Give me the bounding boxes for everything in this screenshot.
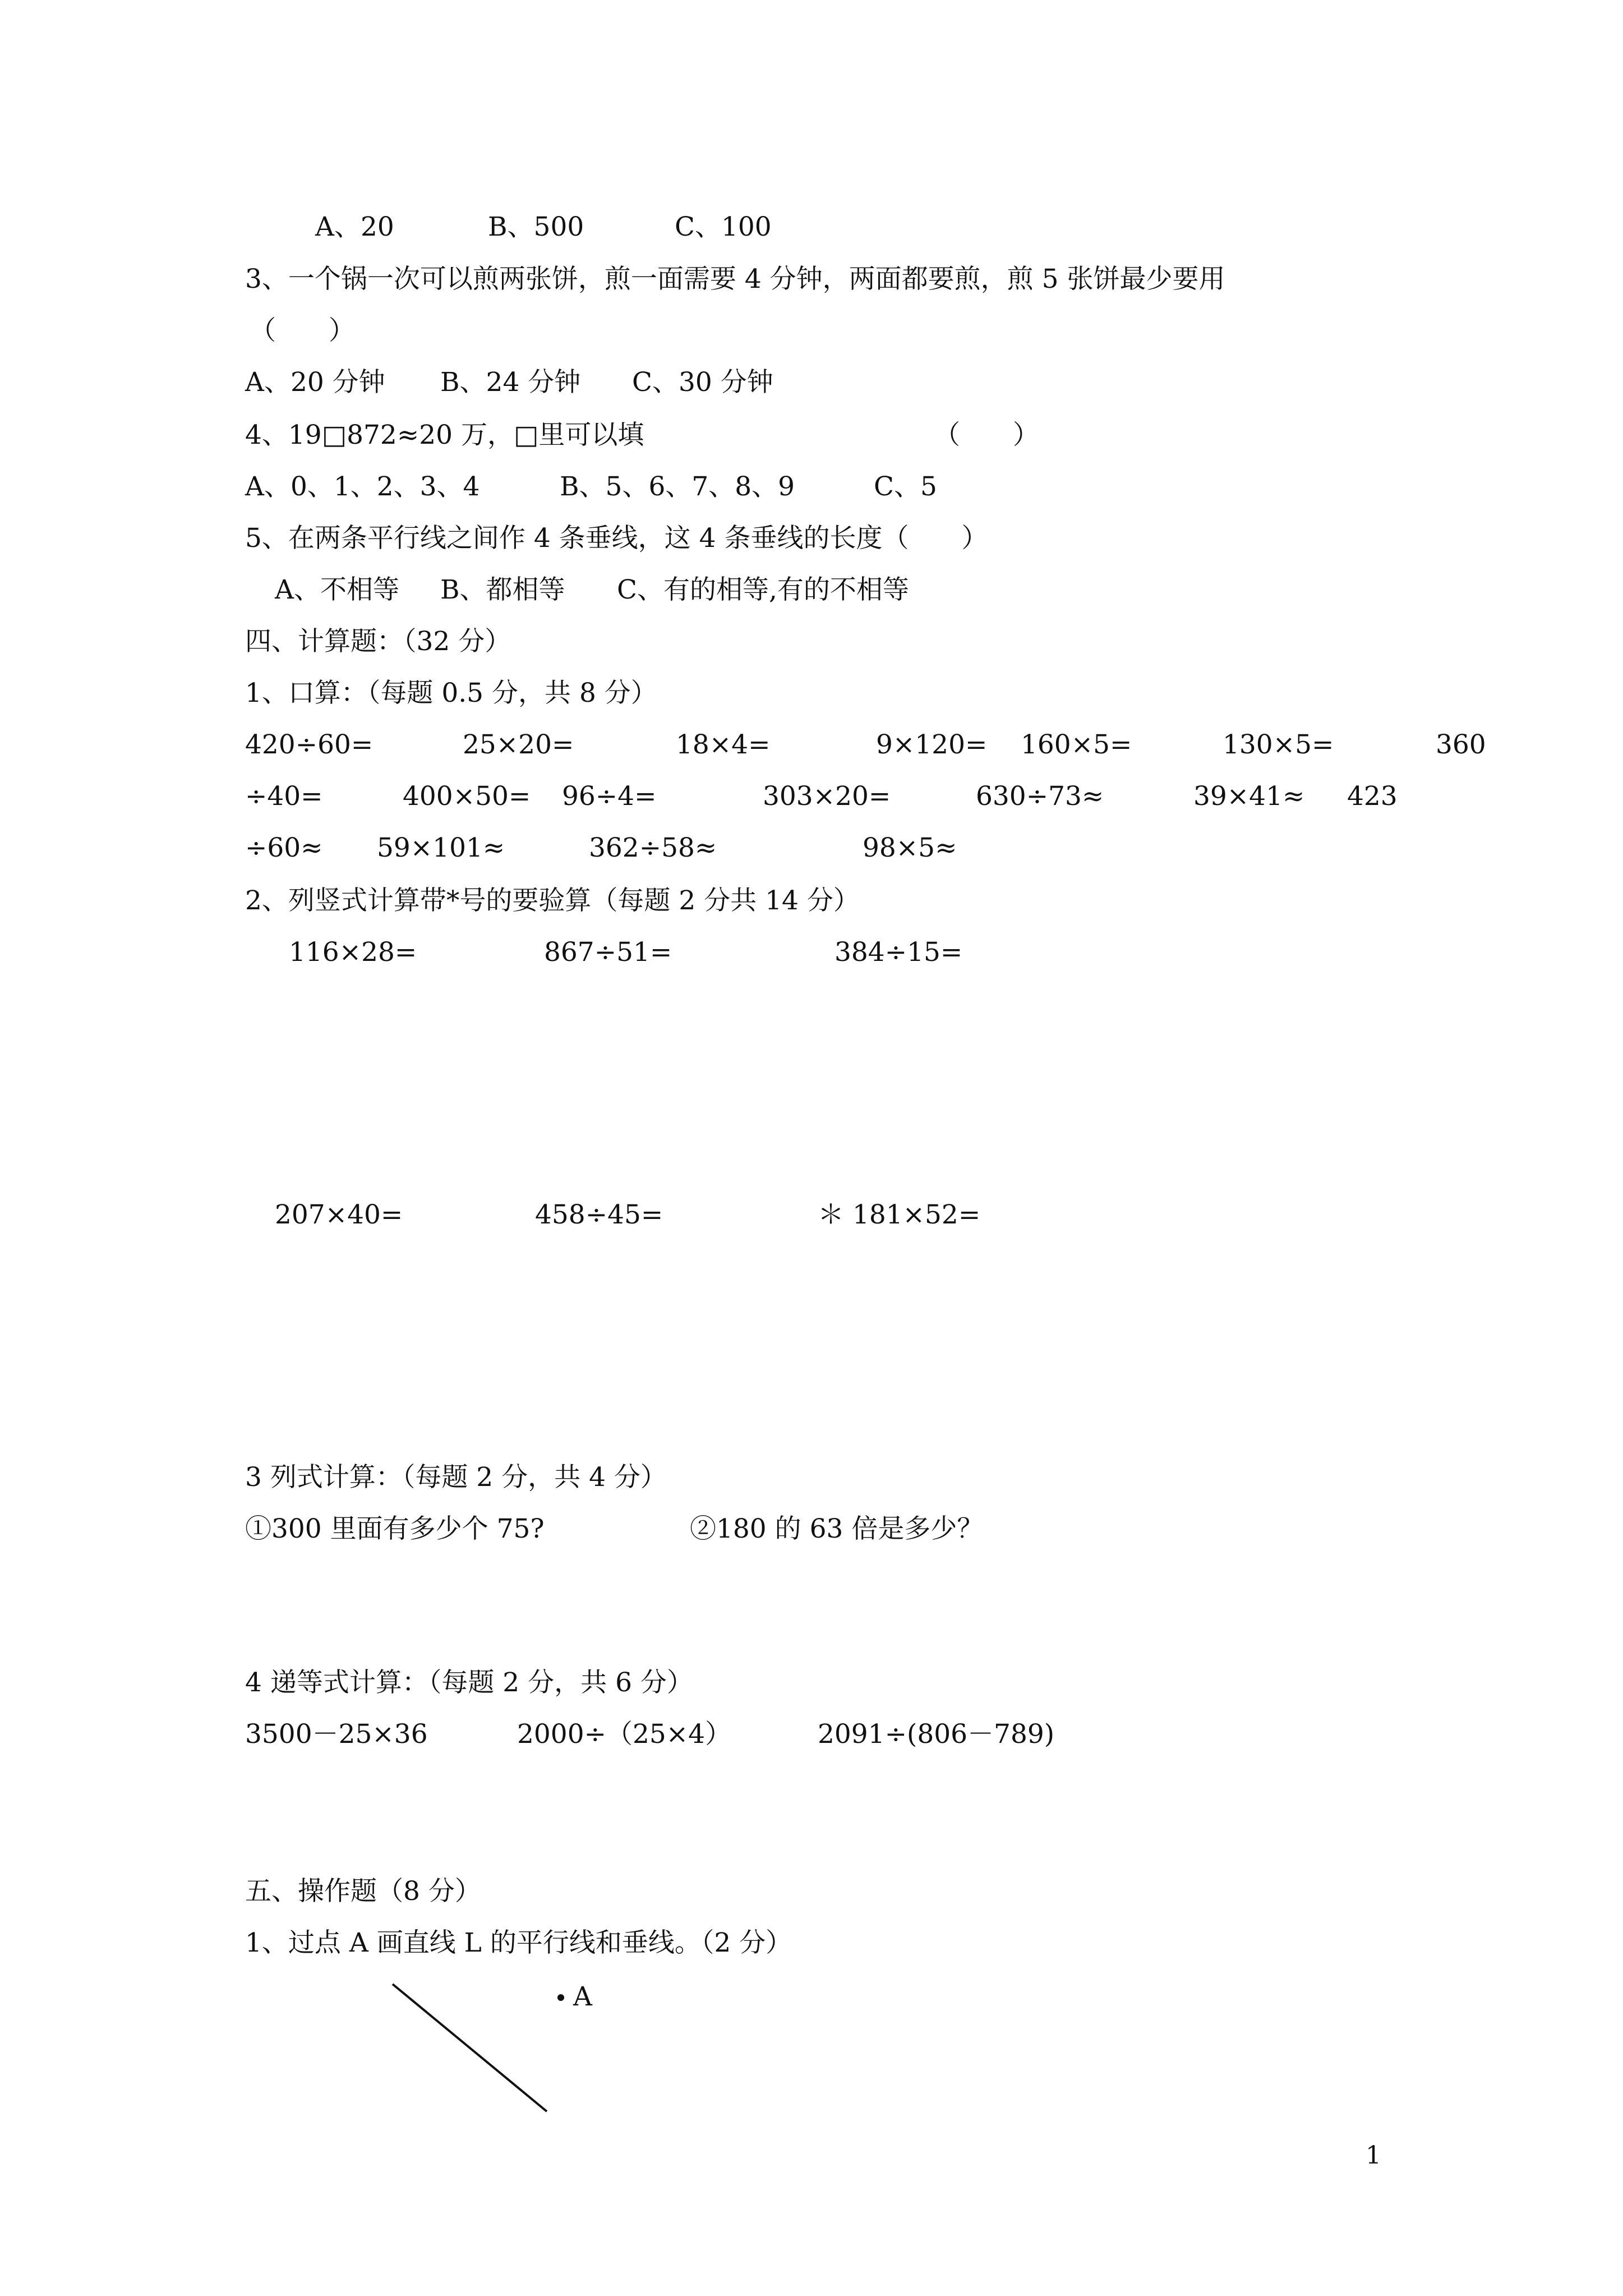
stepwise-calc-item: 3500－25×36	[245, 1719, 428, 1750]
q3-stem: 3、一个锅一次可以煎两张饼，煎一面需要 4 分钟，两面都要煎，煎 5 张饼最少要用	[245, 264, 1225, 295]
equation-calc-item: ②180 的 63 倍是多少？	[690, 1513, 984, 1544]
oral-calc-item: 96÷4=	[562, 781, 657, 812]
oral-calc-item: 303×20=	[763, 781, 891, 812]
stepwise-calc-item: 2000÷（25×4）	[517, 1719, 732, 1750]
q5-option-a: A、不相等	[275, 574, 399, 605]
stepwise-calc-item: 2091÷(806－789)	[818, 1719, 1055, 1750]
oral-calc-item: 423	[1347, 781, 1398, 812]
q2-option-b: B、500	[488, 211, 584, 242]
oral-calc-item: 160×5=	[1021, 729, 1132, 760]
oral-calc-item: 9×120=	[876, 729, 988, 760]
vertical-calc-item: 384÷15=	[834, 937, 963, 968]
vertical-calc-title: 2、列竖式计算带*号的要验算（每题 2 分共 14 分）	[245, 885, 860, 916]
oral-calc-item: 130×5=	[1223, 729, 1334, 760]
point-a-label: A	[573, 1981, 592, 2012]
page-number: 1	[1366, 2141, 1381, 2170]
oral-calc-item: ÷40=	[245, 781, 323, 812]
oral-calc-item: 98×5≈	[863, 832, 957, 863]
q3-option-b: B、24 分钟	[440, 367, 581, 398]
operation-q1: 1、过点 A 画直线 L 的平行线和垂线。（2 分）	[245, 1927, 792, 1958]
q4-option-c: C、5	[874, 471, 937, 502]
q2-option-a: A、20	[315, 211, 394, 242]
oral-calc-item: 360	[1436, 729, 1486, 760]
q4-stem: 4、19□872≈20 万，□里可以填	[245, 420, 644, 450]
vertical-calc-item: 207×40=	[275, 1199, 403, 1230]
oral-calc-item: 630÷73≈	[976, 781, 1104, 812]
vertical-calc-item: 867÷51=	[544, 937, 672, 968]
q5-option-c: C、有的相等,有的不相等	[617, 574, 909, 605]
q4-option-a: A、0、1、2、3、4	[245, 471, 480, 502]
q3-option-a: A、20 分钟	[245, 367, 385, 398]
equation-calc-title: 3 列式计算：（每题 2 分，共 4 分）	[245, 1462, 667, 1493]
section-4-title: 四、计算题：（32 分）	[245, 626, 511, 657]
oral-calc-item: 362÷58≈	[589, 832, 717, 863]
q5-option-b: B、都相等	[440, 574, 565, 605]
oral-calc-item: 420÷60=	[245, 729, 374, 760]
oral-calc-item: 39×41≈	[1193, 781, 1305, 812]
q4-answer-blank: （ ）	[934, 420, 1039, 450]
oral-calc-item: 25×20=	[463, 729, 574, 760]
oral-calc-item: ÷60≈	[245, 832, 323, 863]
q3-answer-blank: （ ）	[250, 315, 355, 346]
vertical-calc-item: 116×28=	[289, 937, 417, 968]
point-a	[557, 1994, 564, 2001]
oral-calc-item: 18×4=	[676, 729, 771, 760]
q5-stem: 5、在两条平行线之间作 4 条垂线，这 4 条垂线的长度（ ）	[245, 523, 988, 554]
oral-calc-item: 400×50=	[403, 781, 531, 812]
line-l	[393, 1984, 547, 2111]
section-5-title: 五、操作题（8 分）	[245, 1876, 481, 1907]
oral-calc-item: 59×101≈	[377, 832, 505, 863]
equation-calc-item: ①300 里面有多少个 75?	[245, 1513, 545, 1544]
q4-option-b: B、5、6、7、8、9	[560, 471, 795, 502]
vertical-calc-item: 458÷45=	[535, 1199, 663, 1230]
q3-option-c: C、30 分钟	[632, 367, 773, 398]
vertical-calc-item: ＊ 181×52=	[818, 1199, 981, 1230]
oral-calc-title: 1、口算：（每题 0.5 分，共 8 分）	[245, 678, 657, 708]
stepwise-calc-title: 4 递等式计算：（每题 2 分，共 6 分）	[245, 1667, 693, 1698]
q2-option-c: C、100	[675, 211, 772, 242]
